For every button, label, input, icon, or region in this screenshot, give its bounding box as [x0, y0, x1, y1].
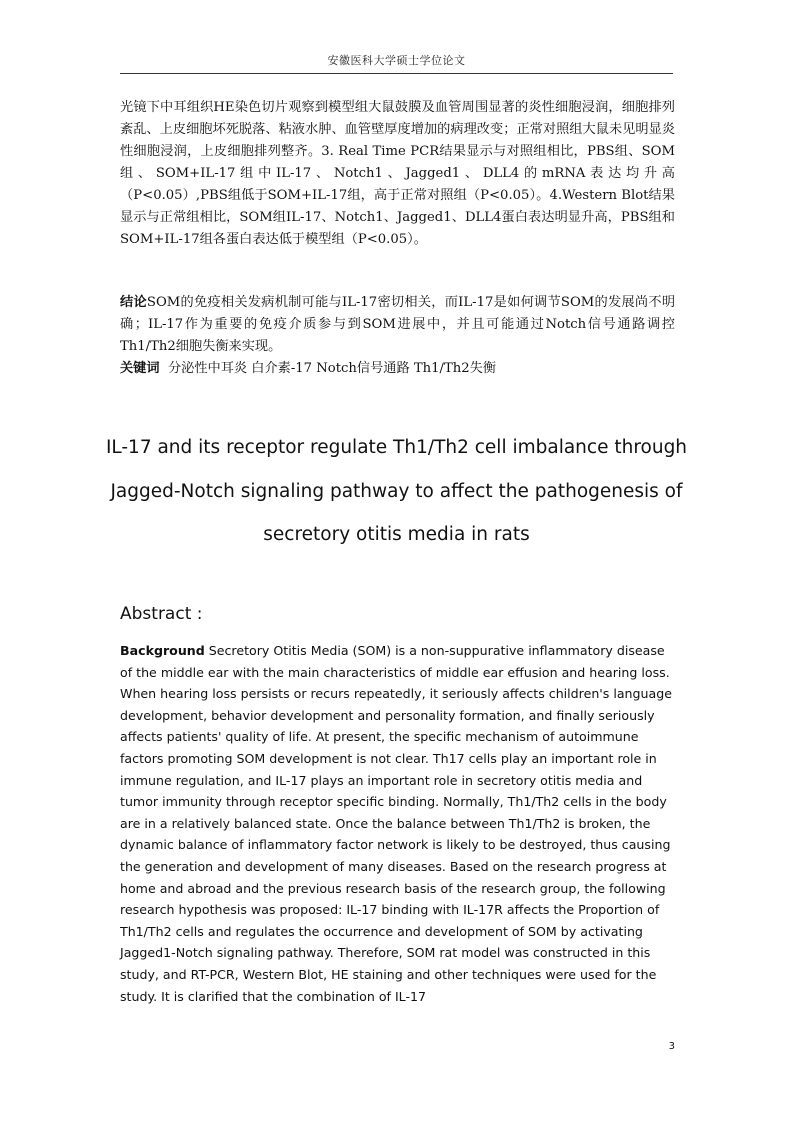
keywords-text: 分泌性中耳炎 白介素-17 Notch信号通路 Th1/Th2失衡 — [167, 361, 497, 376]
conclusion-label: 结论 — [120, 295, 147, 310]
title-line-3: secretory otitis media in rats — [263, 524, 530, 545]
running-header: 安徽医科大学硕士学位论文 — [327, 54, 466, 67]
title-line-1: IL-17 and its receptor regulate Th1/Th2 cell imbalance through — [105, 437, 688, 458]
header-rule — [120, 73, 673, 74]
abstract-background-paragraph — [120, 640, 680, 1007]
conclusion-paragraph — [120, 292, 675, 380]
background-text: Secretory Otitis Media (SOM) is a non-suppurative inflammatory disease of the middle ear with the main characteristics of middle ear effusion and hearing loss. When hearing loss persists or recurs repeatedly, it seriously affects children's language development, behavior development and personality formation, and finally seriously affects patients' quality of life. At present, the specific mechanism of autoimmune factors promoting SOM development is not clear. Th17 cells play an important role in immune regulation, and IL-17 plays an important role in secretory otitis media and tumor immunity through receptor specific binding. Normally, Th1/Th2 cells in the body are in a relatively balanced state. Once the balance between Th1/Th2 is broken, the dynamic balance of inflammatory factor network is likely to be destroyed, thus causing the generation and development of many diseases. Based on the research progress at home and abroad and the previous research basis of the research group, the following research hypothesis was proposed: IL-17 binding with IL-17R affects the Proportion of Th1/Th2 cells and regulates the occurrence and development of SOM by activating Jagged1-Notch signaling pathway. Therefore, SOM rat model was constructed in this study, and RT-PCR, Western Blot, HE staining and other techniques were used for the study. It is clarified that the combination of IL-17 — [120, 643, 672, 1004]
results-text: 光镜下中耳组织HE染色切片观察到模型组大鼠鼓膜及血管周围显著的炎性细胞浸润，细胞排列紊乱、上皮细胞坏死脱落、粘液水肿、血管壁厚度增加的病理改变；正常对照组大鼠未见明显炎性细胞浸润，上皮细胞排列整齐。3. Real Time PCR结果显示与对照组相比，PBS组、SOM组、SOM+IL-17组中IL-17、Notch1、Jagged1、DLL4的mRNA表达均升高（P<0.05）,PBS组低于SOM+IL-17组，高于正常对照组（P<0.05）。4.Western Blot结果显示与正常组相比，SOM组IL-17、Notch1、Jagged1、DLL4蛋白表达明显升高，PBS组和SOM+IL-17组各蛋白表达低于模型组（P<0.05）。 — [120, 100, 675, 247]
english-title — [100, 426, 693, 557]
conclusion-text: SOM的免疫相关发病机制可能与IL-17密切相关，而IL-17是如何调节SOM的发展尚不明确；IL-17作为重要的免疫介质参与到SOM进展中，并且可能通过Notch信号通路调控Th1/Th2细胞失衡来实现。 — [120, 295, 676, 354]
abstract-heading: Abstract : — [120, 604, 203, 624]
title-line-2: Jagged-Notch signaling pathway to affect the pathogenesis of — [110, 480, 683, 502]
keywords-label: 关键词 — [120, 361, 160, 376]
page-number: 3 — [668, 1041, 675, 1052]
results-paragraph — [120, 97, 675, 251]
background-label: Background — [120, 643, 205, 658]
